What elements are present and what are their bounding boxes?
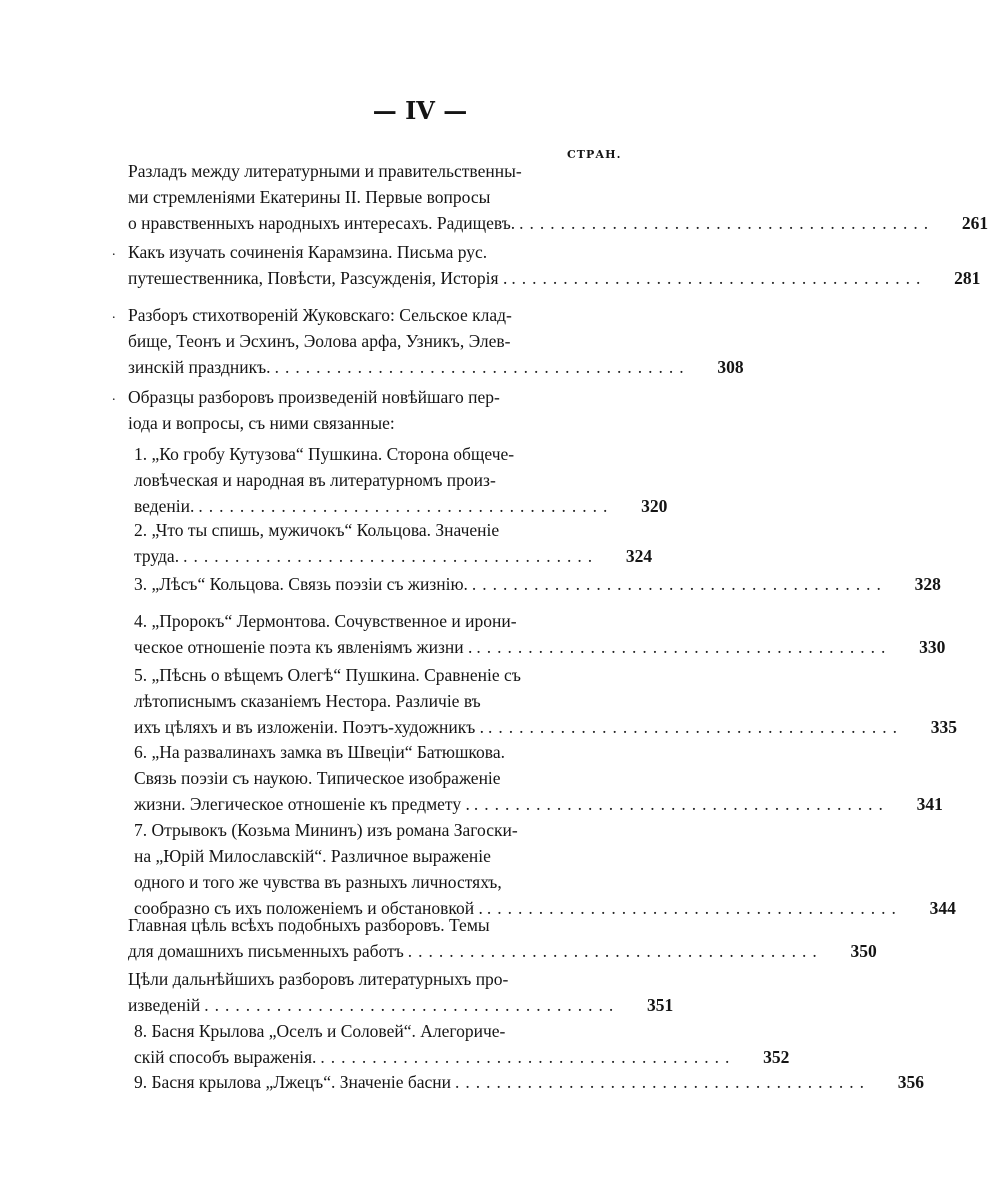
entry-line: Какъ изучать сочиненiя Карамзина. Письма рус. (128, 242, 488, 262)
page-ref: 351 (647, 995, 674, 1015)
dot-leader: ........................................ (407, 941, 823, 961)
page-ref: 335 (930, 717, 958, 737)
page-ref: 308 (717, 357, 744, 377)
bullet-mark: . (112, 244, 116, 259)
toc-entry (134, 441, 668, 519)
toc-entry (134, 817, 956, 921)
page-ref: 341 (916, 794, 943, 814)
dot-leader: ........................................ (488, 717, 904, 737)
bullet-mark: . (112, 389, 116, 404)
page-ref: 350 (850, 941, 877, 961)
entry-line: о нравственныхъ народныхъ интересахъ. Радищевъ. (128, 213, 516, 233)
dot-leader: ........................................ (204, 995, 620, 1015)
toc-entry (134, 517, 653, 569)
entry-last-line (134, 493, 668, 519)
entry-line: 3. „Лѣсъ“ Кольцова. Связь поэзiи съ жизнiю. (134, 574, 468, 594)
entry-line: бище, Теонъ и Эсхинъ, Эолова арфа, Узникъ, Элев- (128, 331, 511, 351)
entry-last-line (134, 791, 943, 817)
entry-last-line (134, 714, 958, 740)
page-ref: 356 (897, 1072, 925, 1092)
page-ref: 352 (763, 1047, 790, 1067)
entry-line: путешественника, Повѣсти, Разсужденiя, Исторiя . (128, 268, 508, 288)
entry-line: веденiи. (134, 496, 195, 516)
entry-last-line (128, 210, 988, 236)
dot-leader: ........................................ (320, 1047, 736, 1067)
page-ref: 324 (625, 546, 653, 566)
dot-leader: ........................................ (455, 1072, 871, 1092)
dot-leader: ........................................ (519, 213, 935, 233)
entry-line: ловѣческая и народная въ литературномъ произ- (134, 470, 496, 490)
dot-leader: ........................................ (471, 574, 887, 594)
entry-line: Цѣли дальнѣйшихъ разборовъ литературныхъ про- (128, 969, 509, 989)
toc-entry (134, 662, 958, 740)
entry-line: 9. Басня крылова „Лжецъ“. Значенiе басни (134, 1072, 452, 1092)
page-number-header: — IV — (372, 96, 468, 125)
entry-last-line (134, 634, 946, 660)
entry-line: Разборъ стихотворенiй Жуковскаго: Сельское клад- (128, 305, 512, 325)
dot-leader: ........................................ (183, 546, 599, 566)
toc-entry (112, 302, 744, 380)
entry-line: жизни. Элегическое отношенiе къ предмету . (134, 794, 470, 814)
page-ref: 320 (641, 496, 668, 516)
toc-entry (128, 966, 674, 1018)
toc-entry (134, 1018, 790, 1070)
dot-leader: ........................................ (198, 496, 614, 516)
entry-line: 6. „На развалинахъ замка въ Швецiи“ Батюшкова. (134, 742, 505, 762)
entry-line: сообразно съ ихъ положенiемъ и обстановкой . (134, 898, 483, 918)
entry-last-line (134, 1069, 925, 1095)
toc-entry (128, 158, 988, 236)
dot-leader: ........................................ (511, 268, 927, 288)
entry-line: ихъ цѣляхъ и въ изложенiи. Поэтъ-художникъ . (134, 717, 485, 737)
entry-line: скiй способъ выраженiя. (134, 1047, 317, 1067)
entry-last-line (128, 938, 877, 964)
page-ref: 344 (929, 898, 956, 918)
entry-line: 8. Басня Крылова „Оселъ и Соловей“. Алегориче- (134, 1021, 506, 1041)
entry-line: одного и того же чувства въ разныхъ личностяхъ, (134, 872, 502, 892)
dot-leader: ........................................ (476, 637, 892, 657)
toc-entry (134, 1069, 925, 1095)
entry-last-line (128, 265, 981, 291)
dot-leader: ........................................ (274, 357, 690, 377)
toc-entry (112, 384, 565, 436)
toc-entry (128, 912, 877, 964)
page-column-label: СТРАН. (567, 148, 622, 161)
entry-last-line (134, 1044, 790, 1070)
entry-last-line (128, 992, 674, 1018)
page-ref: 330 (919, 637, 946, 657)
toc-entry (112, 239, 981, 291)
entry-line: труда. (134, 546, 180, 566)
page-ref: 261 (961, 213, 988, 233)
entry-line: Связь поэзiи съ наукою. Типическое изображенiе (134, 768, 501, 788)
entry-line: Главная цѣль всѣхъ подобныхъ разборовъ. Темы (128, 915, 490, 935)
entry-line: для домашнихъ письменныхъ работъ (128, 941, 404, 961)
entry-line: 1. „Ко гробу Кутузова“ Пушкина. Сторона общече- (134, 444, 515, 464)
dot-leader: ........................................ (486, 898, 902, 918)
toc-entry (134, 739, 943, 817)
entry-line: 2. „Что ты спишь, мужичокъ“ Кольцова. Значенiе (134, 520, 500, 540)
entry-last-line (134, 571, 941, 597)
entry-line: 7. Отрывокъ (Козьма Мининъ) изъ романа Загоски- (134, 820, 518, 840)
entry-line: Разладъ между литературными и правительственны- (128, 161, 522, 181)
entry-last-line (128, 354, 744, 380)
entry-line: iода и вопросы, съ ними связанные: (128, 413, 395, 433)
entry-line: ми стремленiями Екатерины II. Первые вопросы (128, 187, 491, 207)
toc-entry (134, 608, 946, 660)
entry-line: 5. „Пѣснь о вѣщемъ Олегѣ“ Пушкина. Сравненiе съ (134, 665, 521, 685)
entry-line: зинскiй праздникъ. (128, 357, 271, 377)
toc-entry (134, 571, 941, 597)
entry-last-line (134, 543, 653, 569)
dot-leader: ........................................ (473, 794, 889, 814)
entry-line: на „Юрiй Милославскiй“. Различное выраженiе (134, 846, 491, 866)
entry-line: 4. „Пророкъ“ Лермонтова. Сочувственное и ирони- (134, 611, 517, 631)
page-ref: 281 (954, 268, 981, 288)
entry-line: изведенiй (128, 995, 201, 1015)
entry-line: лѣтописнымъ сказанiемъ Нестора. Различiе въ (134, 691, 481, 711)
entry-line: ческое отношенiе поэта къ явленiямъ жизни . (134, 637, 473, 657)
bullet-mark: . (112, 307, 116, 322)
page-ref: 328 (914, 574, 941, 594)
entry-line: Образцы разборовъ произведенiй новѣйшаго пер- (128, 387, 500, 407)
